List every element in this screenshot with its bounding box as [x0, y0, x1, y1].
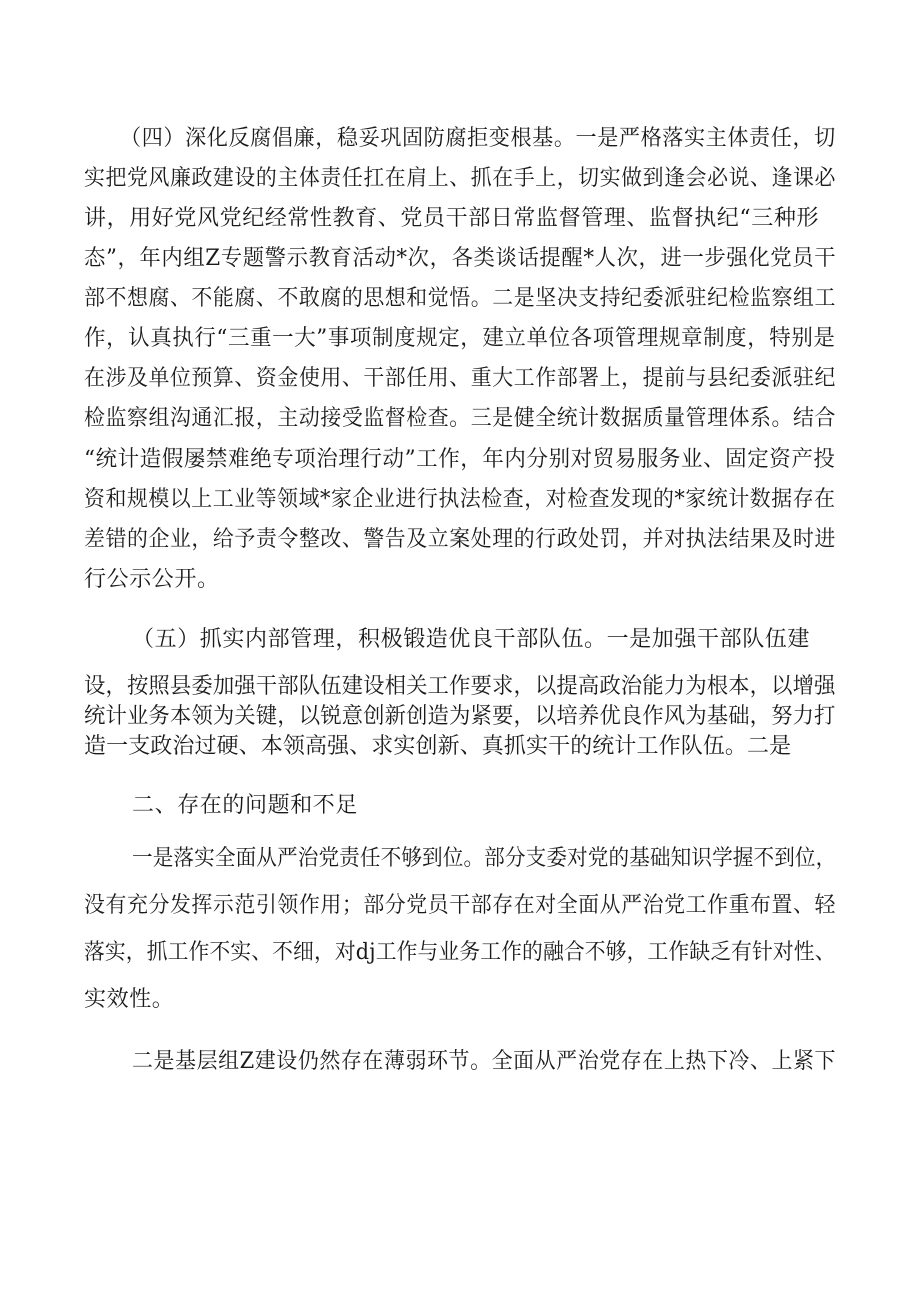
text-line: 作，认真执行“三重一大”事项制度规定，建立单位各项管理规章制度，特别是	[84, 326, 836, 351]
text-line: 在涉及单位预算、资金使用、干部任用、重大工作部署上，提前与县纪委派驻纪	[84, 366, 837, 391]
text-line: “统计造假屡禁难绝专项治理行动”工作，年内分别对贸易服务业、固定资产投	[84, 447, 836, 472]
section-heading: 二、存在的问题和不足	[132, 793, 359, 818]
text-line: 行公示公开。	[84, 567, 220, 592]
text-line: 讲，用好党风党纪经常性教育、党员干部日常监督管理、监督执纪“三种形	[84, 206, 820, 231]
text-line: 差错的企业，给予责令整改、警告及立案处理的行政处罚，并对执法结果及时进	[84, 527, 837, 552]
text-line: （四）深化反腐倡廉，稳妥巩固防腐拒变根基。一是严格落实主体责任，切	[120, 126, 836, 151]
text-line: 造一支政治过硬、本领高强、求实创新、真抓实干的统计工作队伍。二是	[84, 734, 792, 759]
text-line: 实把党风廉政建设的主体责任扛在肩上、抓在手上，切实做到逢会必说、逢课必	[84, 166, 837, 191]
text-line: 统计业务本领为关键，以锐意创新创造为紧要，以培养优良作风为基础，努力打	[84, 704, 836, 729]
text-line: 落实，抓工作不实、不细，对dj工作与业务工作的融合不够，工作缺乏有针对性、	[84, 940, 836, 965]
text-line: 部不想腐、不能腐、不敢腐的思想和觉悟。二是坚决支持纪委派驻纪检监察组工	[84, 286, 837, 311]
text-line: 实效性。	[84, 987, 175, 1012]
text-line: 检监察组沟通汇报，主动接受监督检查。三是健全统计数据质量管理体系。结合	[84, 406, 837, 431]
text-line: 没有充分发挥示范引领作用；部分党员干部存在对全面从严治党工作重布置、轻	[84, 893, 837, 918]
text-line: 资和规模以上工业等领域*家企业进行执法检查，对检查发现的*家统计数据存在	[84, 487, 836, 512]
text-line: （五）抓实内部管理，积极锻造优良干部队伍。一是加强干部队伍建	[132, 627, 811, 652]
text-line: 设，按照县委加强干部队伍建设相关工作要求，以提高政治能力为根本，以增强	[84, 674, 836, 699]
text-line: 一是落实全面从严治党责任不够到位。部分支委对党的基础知识学握不到位，	[132, 846, 837, 871]
text-line: 态”，年内组Z专题警示教育活动*次，各类谈话提醒*人次，进一步强化党员干	[84, 246, 837, 271]
text-line: 二是基层组Z建设仍然存在薄弱环节。全面从严治党存在上热下冷、上紧下	[132, 1049, 837, 1074]
